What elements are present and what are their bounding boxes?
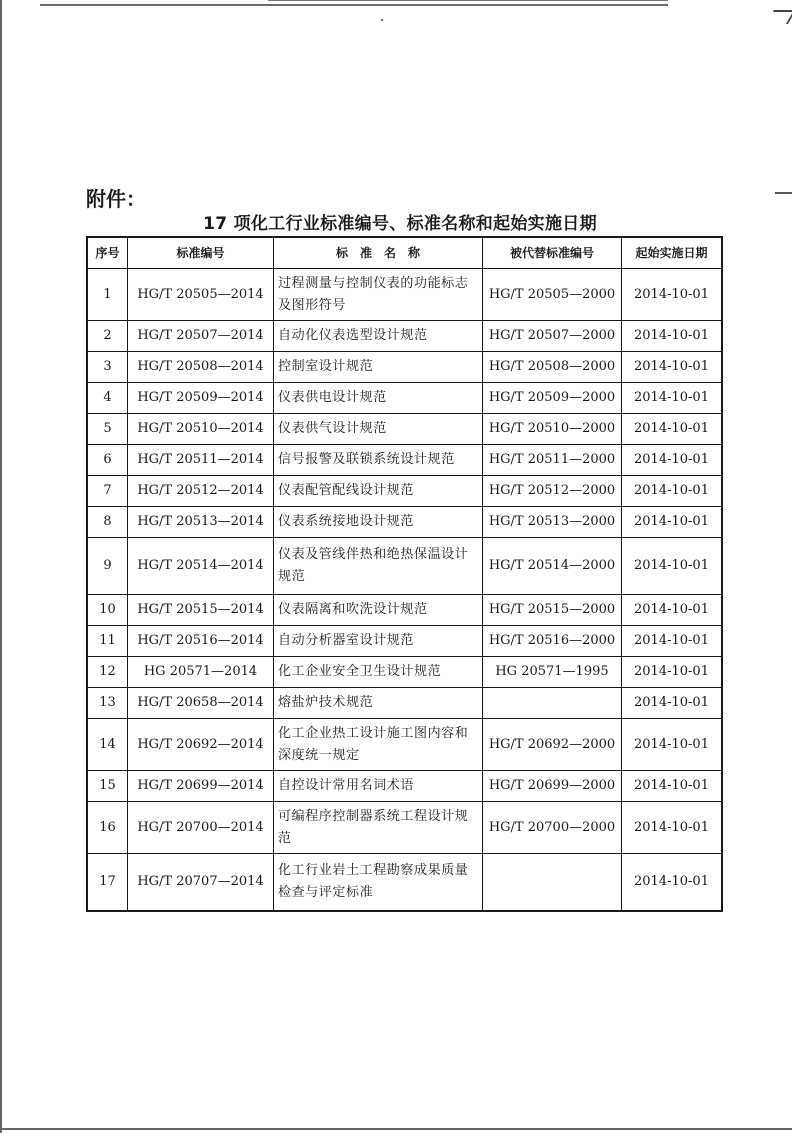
- scan-edge-top: [40, 4, 668, 6]
- cell-name: 过程测量与控制仪表的功能标志及图形符号: [274, 269, 483, 321]
- cell-date: 2014-10-01: [622, 688, 723, 719]
- cell-seq: 2: [87, 321, 128, 352]
- cell-code: HG/T 20510—2014: [128, 414, 274, 445]
- cell-seq: 4: [87, 383, 128, 414]
- cell-replaced: HG/T 20513—2000: [483, 507, 622, 538]
- header-date: 起始实施日期: [622, 237, 723, 269]
- table-row: [87, 771, 722, 802]
- cell-date: 2014-10-01: [622, 771, 723, 802]
- cell-code: HG/T 20507—2014: [128, 321, 274, 352]
- cell-name: 自动分析器室设计规范: [274, 626, 483, 657]
- cell-replaced: HG/T 20511—2000: [483, 445, 622, 476]
- scan-edge-top-faint: [268, 0, 668, 1]
- table-row: [87, 445, 722, 476]
- cell-replaced: HG/T 20508—2000: [483, 352, 622, 383]
- scan-edge-left: [0, 0, 2, 1133]
- cell-name: 仪表系统接地设计规范: [274, 507, 483, 538]
- cell-replaced: HG/T 20700—2000: [483, 802, 622, 854]
- cell-date: 2014-10-01: [622, 352, 723, 383]
- cell-seq: 13: [87, 688, 128, 719]
- cell-date: 2014-10-01: [622, 383, 723, 414]
- cell-name: 仪表配管配线设计规范: [274, 476, 483, 507]
- cell-name: 可编程序控制器系统工程设计规范: [274, 802, 483, 854]
- cell-seq: 9: [87, 538, 128, 595]
- cell-replaced: HG/T 20509—2000: [483, 383, 622, 414]
- cell-replaced: HG/T 20516—2000: [483, 626, 622, 657]
- cell-date: 2014-10-01: [622, 269, 723, 321]
- document-title: 17 项化工行业标准编号、标准名称和起始实施日期: [203, 214, 597, 234]
- cell-seq: 16: [87, 802, 128, 854]
- cell-replaced: HG/T 20515—2000: [483, 595, 622, 626]
- cell-code: HG/T 20514—2014: [128, 538, 274, 595]
- cell-code: HG/T 20512—2014: [128, 476, 274, 507]
- cell-replaced: HG/T 20505—2000: [483, 269, 622, 321]
- cell-seq: 1: [87, 269, 128, 321]
- cell-code: HG/T 20516—2014: [128, 626, 274, 657]
- cell-seq: 8: [87, 507, 128, 538]
- cell-replaced: [483, 854, 622, 912]
- table-row: [87, 595, 722, 626]
- cell-replaced: HG 20571—1995: [483, 657, 622, 688]
- table-row: [87, 383, 722, 414]
- cell-date: 2014-10-01: [622, 507, 723, 538]
- header-code: 标准编号: [128, 237, 274, 269]
- cell-code: HG/T 20699—2014: [128, 771, 274, 802]
- cell-replaced: HG/T 20510—2000: [483, 414, 622, 445]
- cell-code: HG/T 20707—2014: [128, 854, 274, 912]
- cell-name: 自控设计常用名词术语: [274, 771, 483, 802]
- cell-date: 2014-10-01: [622, 414, 723, 445]
- cell-code: HG/T 20515—2014: [128, 595, 274, 626]
- cell-code: HG/T 20508—2014: [128, 352, 274, 383]
- cell-code: HG/T 20511—2014: [128, 445, 274, 476]
- table-row: [87, 688, 722, 719]
- cell-name: 化工企业热工设计施工图内容和深度统一规定: [274, 719, 483, 771]
- table-row: [87, 269, 722, 321]
- cell-name: 仪表隔离和吹洗设计规范: [274, 595, 483, 626]
- cell-name: 仪表供电设计规范: [274, 383, 483, 414]
- cell-seq: 10: [87, 595, 128, 626]
- cell-code: HG/T 20513—2014: [128, 507, 274, 538]
- table-row: [87, 352, 722, 383]
- cell-seq: 7: [87, 476, 128, 507]
- table-header-row: [87, 237, 722, 269]
- scan-margin-tick: [775, 192, 792, 194]
- scan-corner-mark: [766, 10, 792, 24]
- scan-speck: [381, 19, 383, 21]
- table-row: [87, 719, 722, 771]
- table-row: [87, 476, 722, 507]
- cell-date: 2014-10-01: [622, 657, 723, 688]
- attachment-label: 附件：: [86, 187, 146, 211]
- cell-seq: 12: [87, 657, 128, 688]
- cell-date: 2014-10-01: [622, 538, 723, 595]
- cell-name: 化工企业安全卫生设计规范: [274, 657, 483, 688]
- header-replaced: 被代替标准编号: [483, 237, 622, 269]
- cell-seq: 11: [87, 626, 128, 657]
- cell-date: 2014-10-01: [622, 802, 723, 854]
- cell-replaced: HG/T 20507—2000: [483, 321, 622, 352]
- table-row: [87, 854, 722, 912]
- cell-code: HG/T 20692—2014: [128, 719, 274, 771]
- cell-seq: 15: [87, 771, 128, 802]
- cell-seq: 17: [87, 854, 128, 912]
- cell-replaced: HG/T 20512—2000: [483, 476, 622, 507]
- cell-code: HG/T 20658—2014: [128, 688, 274, 719]
- cell-seq: 3: [87, 352, 128, 383]
- cell-code: HG/T 20509—2014: [128, 383, 274, 414]
- cell-seq: 5: [87, 414, 128, 445]
- cell-replaced: HG/T 20699—2000: [483, 771, 622, 802]
- cell-name: 化工行业岩土工程勘察成果质量检查与评定标准: [274, 854, 483, 912]
- standards-table: [86, 236, 723, 912]
- cell-name: 控制室设计规范: [274, 352, 483, 383]
- table-row: [87, 414, 722, 445]
- cell-replaced: [483, 688, 622, 719]
- cell-replaced: HG/T 20514—2000: [483, 538, 622, 595]
- cell-date: 2014-10-01: [622, 854, 723, 912]
- cell-name: 仪表及管线伴热和绝热保温设计规范: [274, 538, 483, 595]
- cell-date: 2014-10-01: [622, 445, 723, 476]
- cell-code: HG 20571—2014: [128, 657, 274, 688]
- cell-seq: 6: [87, 445, 128, 476]
- table-row: [87, 626, 722, 657]
- cell-date: 2014-10-01: [622, 626, 723, 657]
- cell-replaced: HG/T 20692—2000: [483, 719, 622, 771]
- scan-edge-bottom: [0, 1128, 792, 1130]
- cell-date: 2014-10-01: [622, 321, 723, 352]
- cell-name: 仪表供气设计规范: [274, 414, 483, 445]
- cell-seq: 14: [87, 719, 128, 771]
- cell-date: 2014-10-01: [622, 595, 723, 626]
- header-seq: 序号: [87, 237, 128, 269]
- cell-name: 熔盐炉技术规范: [274, 688, 483, 719]
- table-row: [87, 538, 722, 595]
- cell-name: 信号报警及联锁系统设计规范: [274, 445, 483, 476]
- table-row: [87, 321, 722, 352]
- cell-date: 2014-10-01: [622, 476, 723, 507]
- cell-code: HG/T 20700—2014: [128, 802, 274, 854]
- table-row: [87, 507, 722, 538]
- cell-code: HG/T 20505—2014: [128, 269, 274, 321]
- header-name: 标 准 名 称: [274, 237, 483, 269]
- cell-date: 2014-10-01: [622, 719, 723, 771]
- cell-name: 自动化仪表选型设计规范: [274, 321, 483, 352]
- table-row: [87, 657, 722, 688]
- table-row: [87, 802, 722, 854]
